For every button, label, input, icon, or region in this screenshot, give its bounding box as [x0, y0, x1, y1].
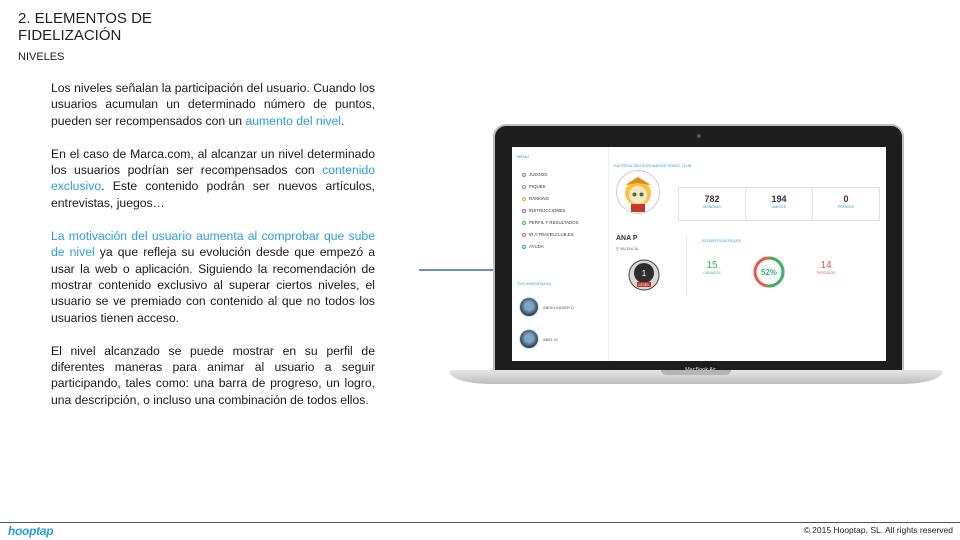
- stat-value: 194: [771, 194, 787, 204]
- avatar: [519, 297, 539, 317]
- p2-text: En el caso de Marca.com, al alcanzar un nivel determinado los usuarios podrían ser recompensados con: [51, 146, 375, 178]
- lost-label: PERDIDOS: [816, 271, 836, 275]
- laptop-mockup: [450, 124, 942, 404]
- friend-item[interactable]: [519, 329, 558, 349]
- p3-highlight: La motivación del usuario aumenta al comprobar que sube de nivel: [51, 229, 375, 260]
- stat-premios: [813, 188, 879, 220]
- menu-item-label: PIQUES: [529, 184, 546, 189]
- laptop-lid: [493, 124, 904, 372]
- menu-title: MENÚ: [517, 154, 529, 159]
- bullet-icon: [522, 245, 526, 249]
- friend-item[interactable]: [519, 297, 574, 317]
- lost-value: 14: [820, 260, 832, 271]
- paragraph-3: [51, 228, 375, 326]
- menu-item-label: JUEGOS: [529, 172, 548, 177]
- lost-stat: [812, 260, 840, 275]
- bullet-icon: [522, 221, 526, 225]
- estadisticas-title: ESTADÍSTICAS PIQUES: [702, 239, 742, 243]
- percent-value: 52%: [760, 268, 778, 277]
- friends-title: TUS AMIGOS(194): [517, 281, 552, 286]
- body-text: [51, 80, 375, 425]
- menu-item-ranking[interactable]: [522, 196, 549, 201]
- p2-highlight: contenido exclusivo: [51, 163, 375, 194]
- paragraph-1: [51, 80, 375, 129]
- menu-item-label: INSTRUCCIONES: [529, 208, 566, 213]
- screen-menu: [512, 147, 609, 361]
- p1-text: Los niveles señalan la participación del usuario. Cuando los usuarios acumulan un determinado número de puntos, pueden ser recompensados con un: [51, 81, 375, 128]
- menu-item-travelclub[interactable]: [522, 232, 574, 237]
- menu-item-label: PERFIL Y RESULTADOS: [529, 220, 579, 225]
- camera-icon: [697, 134, 701, 138]
- laptop-screen: [512, 147, 886, 361]
- user-name: ANA P: [616, 235, 638, 242]
- won-stat: [698, 260, 726, 275]
- menu-item-perfil[interactable]: [522, 220, 579, 225]
- stat-monedas: [679, 188, 746, 220]
- percent-ring: [752, 255, 786, 289]
- p1-text-end: .: [340, 113, 345, 128]
- paragraph-4: El nivel alcanzado se puede mostrar en su perfil de diferentes maneras para animar al usuario a seguir participando, tales como: una barra de progreso, un logro, una descripción, o incluso una combinación de todos ellos.: [51, 343, 375, 407]
- stat-label: MONEDAS: [703, 205, 721, 209]
- user-city: [616, 246, 638, 251]
- friend-name: ABEL M: [543, 336, 558, 342]
- page-subtitle: NIVELES: [18, 51, 65, 63]
- laptop-notch: [661, 370, 731, 375]
- level-badge: [628, 259, 660, 291]
- p2-text-end: . Este contenido podrán ser nuevos artículos, entrevistas, juegos…: [51, 179, 375, 210]
- friend-name: ABDELKADER D: [543, 304, 574, 310]
- won-label: GANADOS: [703, 271, 721, 275]
- divider: [686, 235, 687, 295]
- menu-item-instrucciones[interactable]: [522, 208, 565, 213]
- results-header: TUS RESULTADOS EN AMIGOS TRAVEL CLUB: [613, 164, 692, 168]
- menu-item-label: RANKING: [529, 196, 550, 201]
- stat-value: 0: [843, 194, 849, 204]
- menu-item-label: AYUDA: [529, 244, 544, 249]
- level-number: 1: [641, 269, 647, 278]
- stats-box: [678, 187, 880, 221]
- menu-item-label: IR A TRAVELCLUB.ES: [529, 232, 574, 237]
- avatar: [519, 329, 539, 349]
- menu-item-juegos[interactable]: [522, 172, 547, 177]
- p3-text: ya que refleja su evolución desde que empezó a usar la web o aplicación. Siguiendo la recomendación de mostrar contenido exclusivo al superar ciertos niveles, el usuario se ve premiado con contenido al que no todos los usuarios tienen acceso.: [51, 245, 375, 325]
- won-value: 15: [706, 260, 718, 271]
- footer-divider: [0, 522, 960, 523]
- bullet-icon: [522, 185, 526, 189]
- paragraph-2: [51, 146, 375, 211]
- level-label: LEVEL: [638, 283, 650, 287]
- character-avatar-icon: [617, 171, 659, 213]
- menu-item-ayuda[interactable]: [522, 244, 544, 249]
- copyright: © 2015 Hooptap, SL. All rights reserved: [803, 525, 953, 535]
- page-title: 2. ELEMENTOS DE FIDELIZACIÓN: [18, 10, 152, 44]
- bullet-icon: [522, 209, 526, 213]
- bullet-icon: [522, 173, 526, 177]
- stat-amigos: [746, 188, 813, 220]
- p1-highlight: aumento del nivel: [245, 113, 341, 128]
- profile-avatar: [616, 170, 660, 214]
- location-icon: ⚲: [616, 247, 620, 251]
- city-label: VALENCIA: [619, 247, 639, 251]
- stat-label: AMIGOS: [771, 205, 786, 209]
- bullet-icon: [522, 197, 526, 201]
- hooptap-logo: hooptap: [8, 524, 54, 538]
- stat-label: PREMIOS: [837, 205, 855, 209]
- bullet-icon: [522, 233, 526, 237]
- stat-value: 782: [704, 194, 720, 204]
- menu-item-piques[interactable]: [522, 184, 546, 189]
